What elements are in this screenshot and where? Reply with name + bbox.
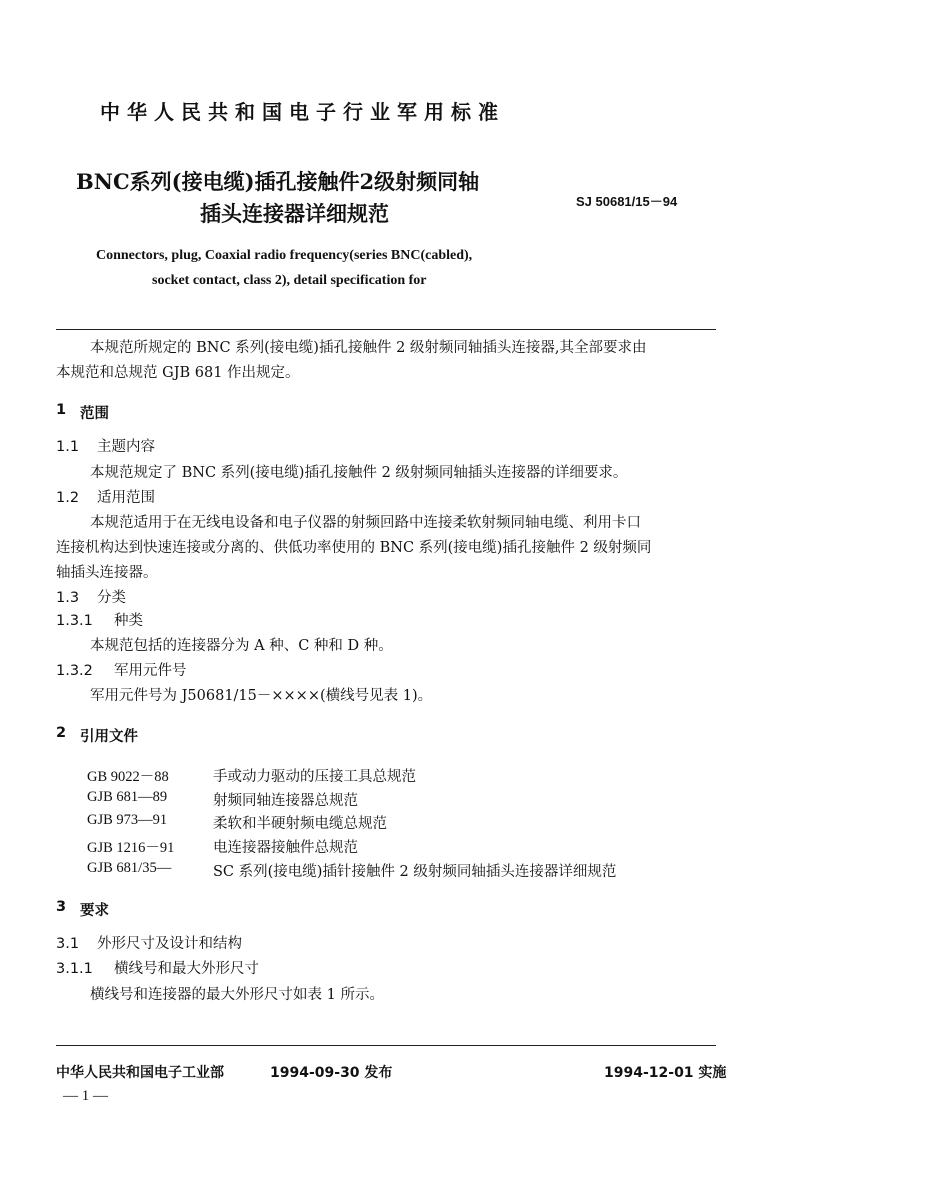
- section-1-1-number: 1.1: [56, 439, 80, 455]
- section-2-title: 引用文件: [80, 729, 138, 745]
- reference-code-2: GJB 681—89: [87, 789, 168, 805]
- page-number: — 1 —: [63, 1088, 108, 1104]
- reference-title-2: 射频同轴连接器总规范: [213, 793, 358, 809]
- reference-code-4: GJB 1216－91: [87, 840, 175, 856]
- reference-code-1: GB 9022－88: [87, 769, 169, 785]
- title-cn-line2: 插头连接器详细规范: [200, 201, 389, 226]
- reference-title-1: 手或动力驱动的压接工具总规范: [213, 769, 416, 785]
- intro-line-2: 本规范和总规范 GJB 681 作出规定。: [56, 365, 300, 381]
- section-1-3-1-number: 1.3.1: [56, 613, 93, 629]
- section-1-2-text-1: 本规范适用于在无线电设备和电子仪器的射频回路中连接柔软射频同轴电缆、利用卡口: [90, 515, 641, 531]
- reference-title-3: 柔软和半硬射频电缆总规范: [213, 816, 387, 832]
- section-1-3-2-title: 军用元件号: [114, 663, 187, 679]
- section-1-3-number: 1.3: [56, 590, 80, 606]
- section-1-3-title: 分类: [97, 590, 126, 606]
- section-1-3-2-text: 军用元件号为 J50681/15－××××(横线号见表 1)。: [90, 688, 433, 704]
- standard-number: SJ 50681/15－94: [576, 194, 678, 209]
- reference-title-4: 电连接器接触件总规范: [213, 840, 358, 856]
- section-1-1-title: 主题内容: [97, 439, 155, 455]
- title-en-line2: socket contact, class 2), detail specification for: [152, 273, 427, 288]
- section-3-1-title: 外形尺寸及设计和结构: [97, 936, 242, 952]
- issuing-authority: 中华人民共和国电子工业部: [56, 1065, 224, 1081]
- intro-line-1: 本规范所规定的 BNC 系列(接电缆)插孔接触件 2 级射频同轴插头连接器,其全部要求由: [90, 340, 647, 356]
- section-1-number: 1: [56, 402, 67, 418]
- section-3-1-1-text: 横线号和连接器的最大外形尺寸如表 1 所示。: [90, 987, 384, 1003]
- section-3-1-number: 3.1: [56, 936, 80, 952]
- section-1-2-number: 1.2: [56, 490, 80, 506]
- title-cn-line1: BNC系列(接电缆)插孔接触件2级射频同轴: [76, 169, 480, 194]
- section-3-title: 要求: [80, 903, 109, 919]
- title-en-line1: Connectors, plug, Coaxial radio frequency(series BNC(cabled),: [96, 248, 473, 263]
- section-1-2-title: 适用范围: [97, 490, 155, 506]
- section-1-title: 范围: [80, 406, 109, 422]
- section-3-1-1-title: 横线号和最大外形尺寸: [114, 961, 259, 977]
- standard-category-header: 中华人民共和国电子行业军用标准: [100, 100, 505, 124]
- section-1-2-text-2: 连接机构达到快速连接或分离的、供低功率使用的 BNC 系列(接电缆)插孔接触件 2 级射频同: [56, 540, 652, 556]
- section-3-1-1-number: 3.1.1: [56, 961, 93, 977]
- section-1-3-2-number: 1.3.2: [56, 663, 93, 679]
- section-1-2-text-3: 轴插头连接器。: [56, 565, 158, 581]
- reference-code-3: GJB 973—91: [87, 812, 168, 828]
- header-divider: [56, 329, 716, 330]
- section-1-3-1-title: 种类: [114, 613, 143, 629]
- section-1-3-1-text: 本规范包括的连接器分为 A 种、C 种和 D 种。: [90, 638, 393, 654]
- publish-date: 1994-09-30 发布: [270, 1065, 393, 1081]
- reference-code-5: GJB 681/35—: [87, 860, 172, 876]
- section-2-number: 2: [56, 725, 67, 741]
- section-3-number: 3: [56, 899, 67, 915]
- effective-date: 1994-12-01 实施: [604, 1065, 727, 1081]
- reference-title-5: SC 系列(接电缆)插针接触件 2 级射频同轴插头连接器详细规范: [213, 864, 617, 880]
- section-1-1-text: 本规范规定了 BNC 系列(接电缆)插孔接触件 2 级射频同轴插头连接器的详细要求。: [90, 465, 628, 481]
- footer-divider: [56, 1045, 716, 1046]
